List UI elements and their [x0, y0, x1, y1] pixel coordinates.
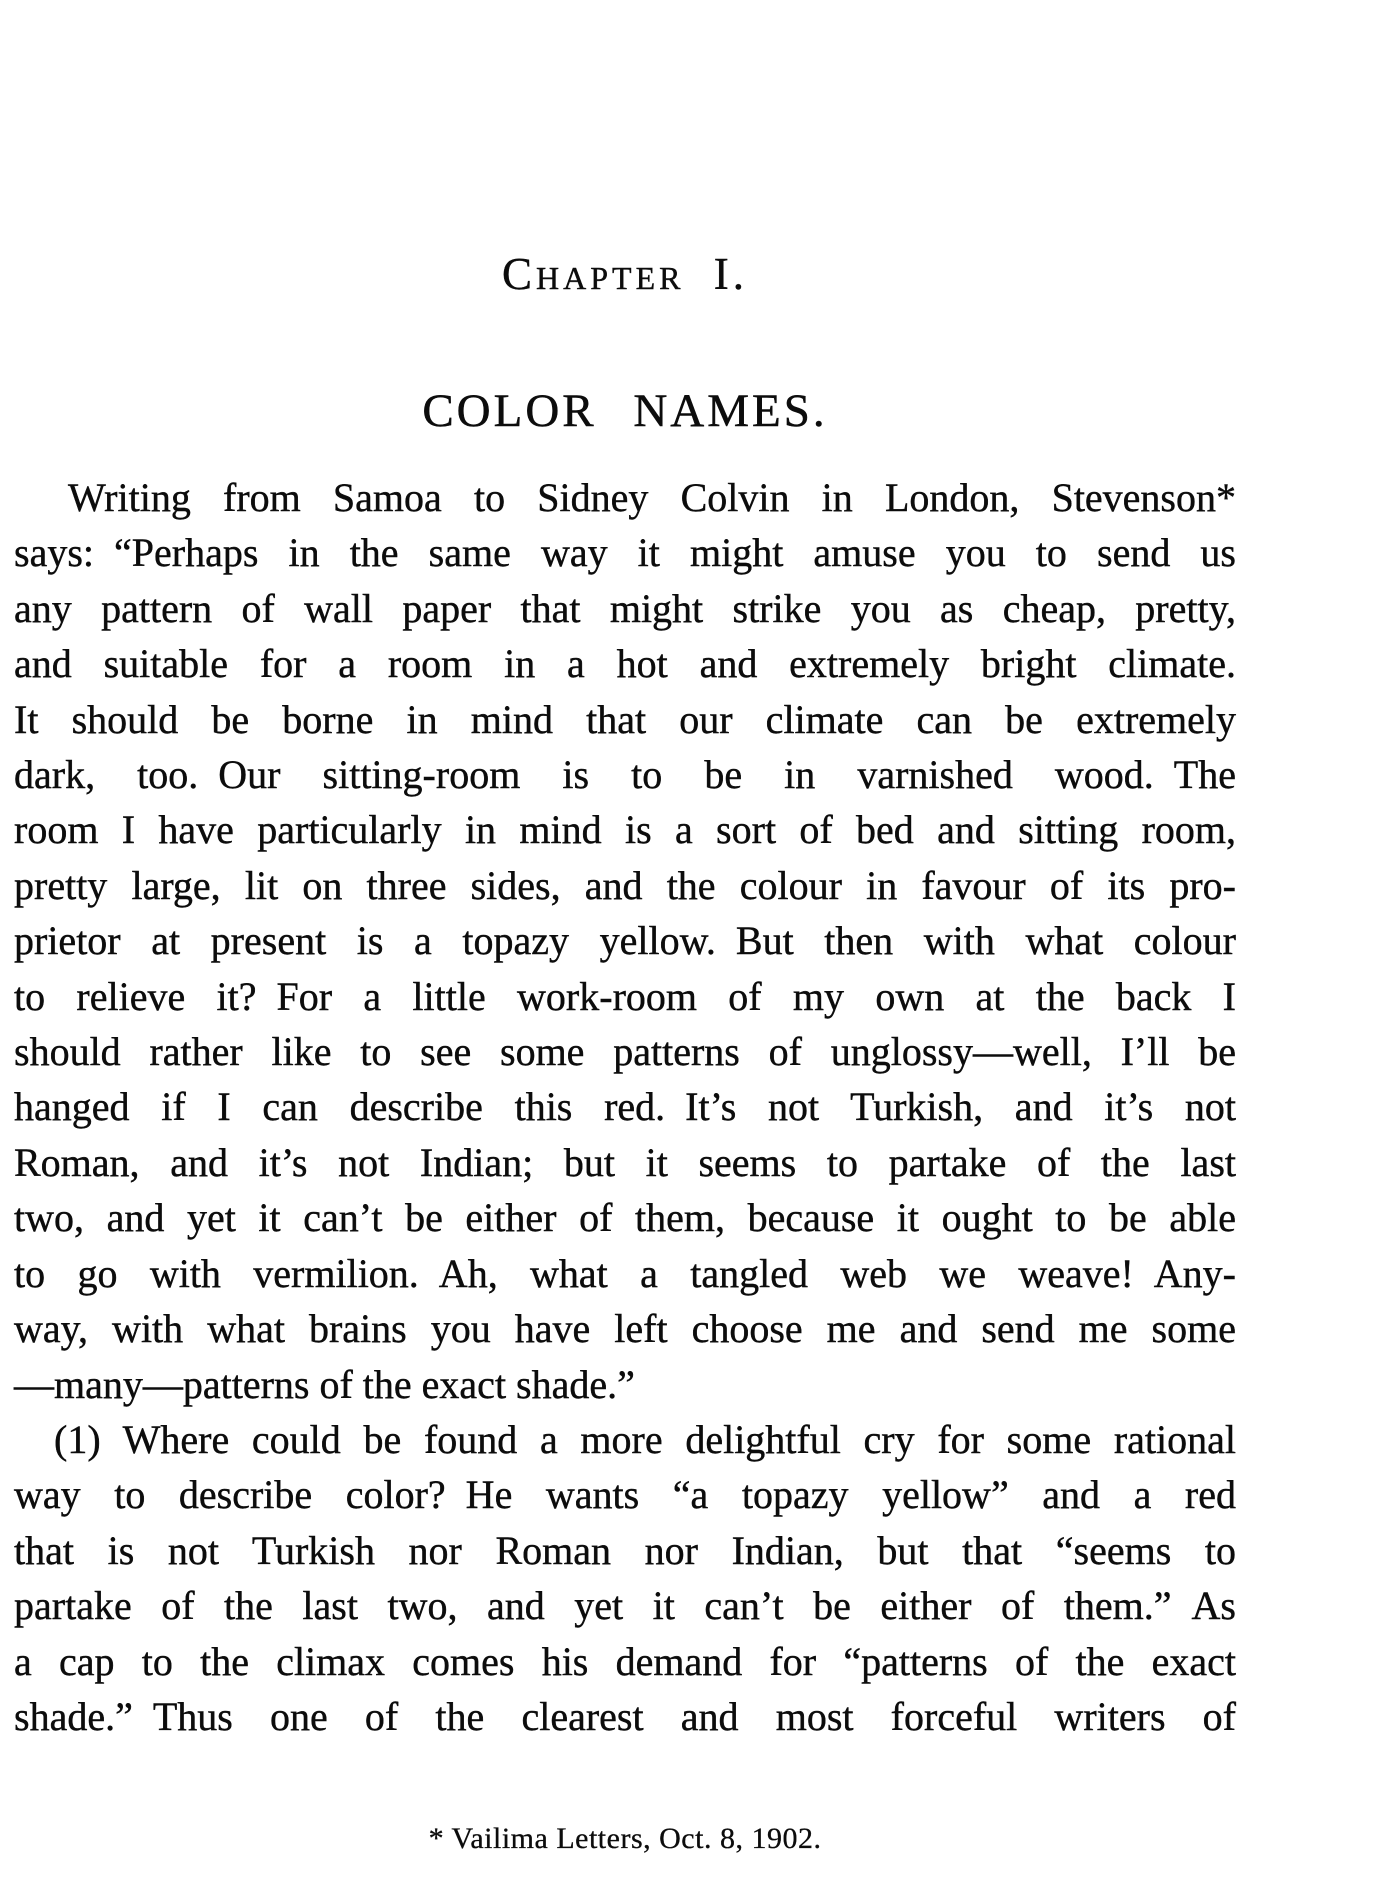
text-line: Roman, and it’s not Indian; but it seems to partake of the last: [14, 1139, 1236, 1185]
body-text: [14, 470, 1236, 1744]
text-line: Writing from Samoa to Sidney Colvin in London, Stevenson*: [68, 475, 1236, 520]
text-line: shade.” Thus one of the clearest and most forceful writers of: [14, 1693, 1236, 1739]
chapter-heading: Chapter I.: [502, 249, 748, 299]
page-title: COLOR NAMES.: [422, 385, 828, 437]
text-line: to go with vermilion. Ah, what a tangled web we weave! Any-: [14, 1250, 1236, 1296]
text-line: any pattern of wall paper that might strike you as cheap, pretty,: [14, 585, 1236, 631]
text-line: partake of the last two, and yet it can’t be either of them.” As: [14, 1583, 1236, 1629]
paragraph: [14, 470, 1236, 1412]
text-line: hanged if I can describe this red. It’s not Turkish, and it’s not: [14, 1084, 1236, 1130]
text-line: and suitable for a room in a hot and extremely bright climate.: [14, 641, 1236, 687]
text-line: a cap to the climax comes his demand for “patterns of the exact: [14, 1638, 1236, 1684]
paragraph: [14, 1412, 1236, 1744]
text-line: way to describe color? He wants “a topazy yellow” and a red: [14, 1472, 1236, 1518]
text-line: (1) Where could be found a more delightful cry for some rational: [54, 1416, 1236, 1462]
footnote: * Vailima Letters, Oct. 8, 1902.: [428, 1822, 822, 1855]
text-line: two, and yet it can’t be either of them, because it ought to be able: [14, 1195, 1236, 1241]
text-line: room I have particularly in mind is a sort of bed and sitting room,: [14, 807, 1236, 853]
text-line: way, with what brains you have left choose me and send me some: [14, 1306, 1236, 1352]
text-line: to relieve it? For a little work-room of my own at the back I: [14, 973, 1236, 1019]
text-line: should rather like to see some patterns of unglossy—well, I’ll be: [14, 1029, 1236, 1075]
text-line: prietor at present is a topazy yellow. But then with what colour: [14, 918, 1236, 964]
text-line: that is not Turkish nor Roman nor Indian, but that “seems to: [14, 1527, 1236, 1573]
text-line: It should be borne in mind that our climate can be extremely: [14, 696, 1236, 742]
text-line: —many—patterns of the exact shade.”: [14, 1361, 635, 1407]
text-line: pretty large, lit on three sides, and the colour in favour of its pro-: [14, 862, 1236, 908]
text-line: dark, too. Our sitting-room is to be in varnished wood. The: [14, 752, 1236, 798]
text-line: says: “Perhaps in the same way it might amuse you to send us: [14, 530, 1236, 576]
